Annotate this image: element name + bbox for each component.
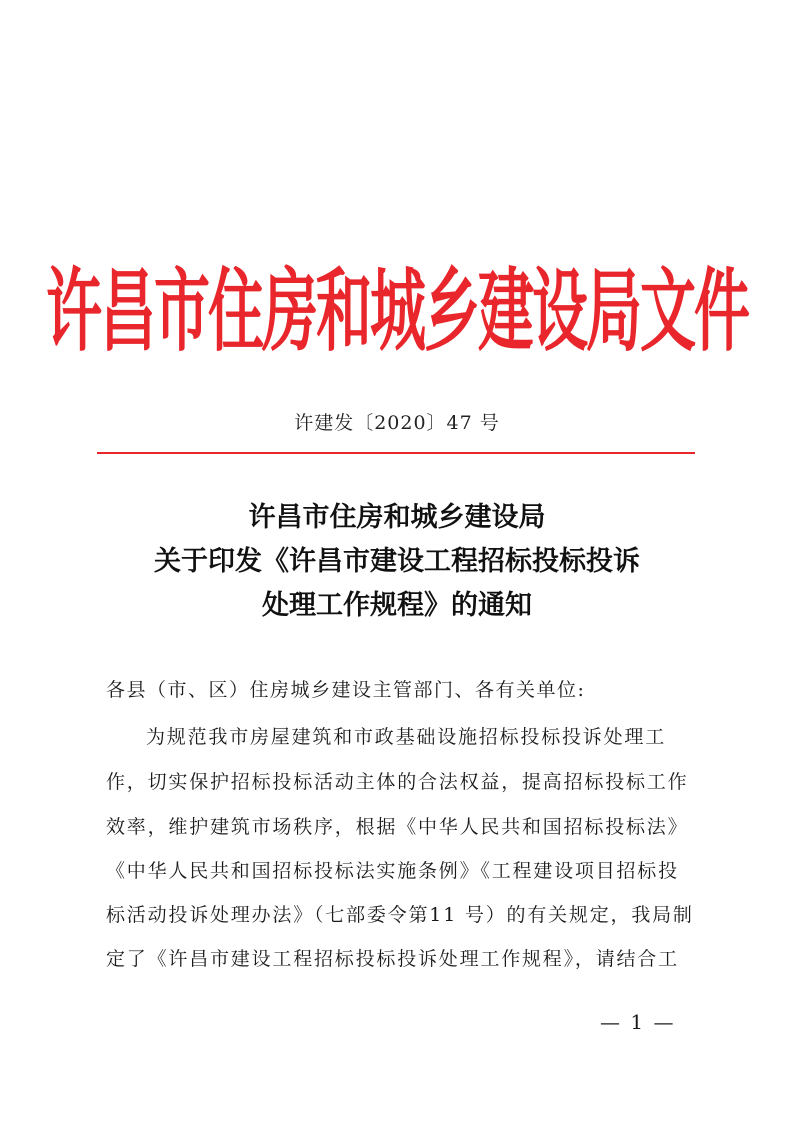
notice-title-line-1: 许昌市住房和城乡建设局 [248,502,546,533]
notice-title-line-2: 关于印发《许昌市建设工程招标投标投诉 [154,546,640,577]
body-text-line: 标活动投诉处理办法》（七部委令第11 号）的有关规定，我局制 [106,904,694,926]
body-text-line: 为规范我市房屋建筑和市政基础设施招标投标投诉处理工 [146,726,667,748]
masthead-title: 许昌市住房和城乡建设局文件 [46,260,748,365]
notice-title-line-3: 处理工作规程》的通知 [262,590,532,621]
page-number: — 1 — [600,1010,676,1034]
body-text-line: 作，切实保护招标投标活动主体的合法权益，提高招标投标工作 [106,771,689,793]
notice-title [0,496,794,628]
body-text-line: 效率，维护建筑市场秩序，根据《中华人民共和国招标投标法》 [106,816,689,838]
red-divider-line [97,452,695,454]
document-number: 许建发〔2020〕47 号 [294,412,500,434]
body-text-line: 《中华人民共和国招标投标法实施条例》《工程建设项目招标投 [106,860,679,882]
body-text-line: 定了《许昌市建设工程招标投标投诉处理工作规程》，请结合工 [106,948,679,970]
salutation: 各县（市、区）住房城乡建设主管部门、各有关单位: [106,679,586,701]
